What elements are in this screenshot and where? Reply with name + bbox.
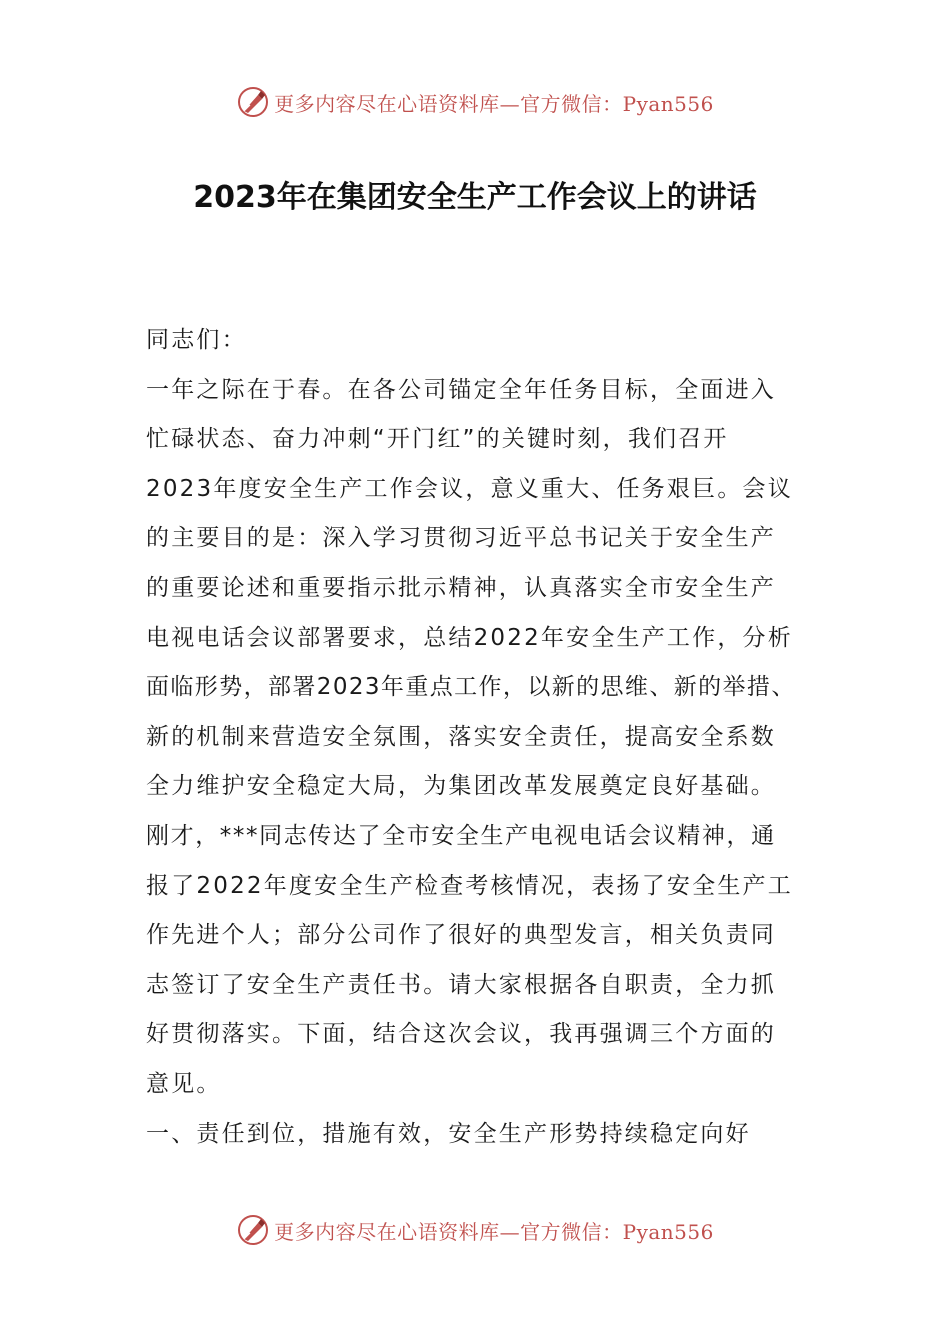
text-line: 全力维护安全稳定大局，为集团改革发展奠定良好基础。	[146, 773, 776, 800]
text-line: 新的机制来营造安全氛围，落实安全责任，提高安全系数	[146, 723, 776, 750]
header-watermark	[0, 82, 950, 122]
text-line: 的主要目的是：深入学习贯彻习近平总书记关于安全生产	[146, 525, 776, 552]
text-line: 的重要论述和重要指示批示精神，认真落实全市安全生产	[146, 574, 776, 601]
document-title: 2023年在集团安全生产工作会议上的讲话	[193, 180, 757, 215]
text-line: 好贯彻落实。下面，结合这次会议，我再强调三个方面的	[146, 1021, 776, 1048]
text-line: 报了2022年度安全生产检查考核情况，表扬了安全生产工	[146, 872, 793, 899]
footer-watermark	[0, 1210, 950, 1250]
text-line: 2023年度安全生产工作会议，意义重大、任务艰巨。会议	[146, 475, 793, 502]
text-line: 刚才，***同志传达了全市安全生产电视电话会议精神，通	[146, 822, 776, 849]
text-line: 面临形势，部署2023年重点工作，以新的思维、新的举措、	[146, 674, 796, 701]
watermark-text: 更多内容尽在心语资料库—官方微信：Pyan556	[274, 91, 714, 116]
text-line: 作先进个人；部分公司作了很好的典型发言，相关负责同	[146, 922, 776, 949]
salutation: 同志们：	[146, 327, 247, 353]
text-line: 忙碌状态、奋力冲刺“开门红”的关键时刻，我们召开	[146, 426, 729, 453]
text-line: 电视电话会议部署要求，总结2022年安全生产工作，分析	[146, 624, 793, 651]
text-line: 志签订了安全生产责任书。请大家根据各自职责，全力抓	[146, 971, 776, 998]
text-line: 一年之际在于春。在各公司锚定全年任务目标，全面进入	[146, 376, 776, 403]
watermark-text: 更多内容尽在心语资料库—官方微信：Pyan556	[274, 1219, 714, 1244]
text-line: 意见。	[146, 1070, 222, 1097]
pen-nib-logo-icon	[236, 1213, 270, 1247]
section-heading-1: 一、责任到位，措施有效，安全生产形势持续稳定向好	[146, 1120, 751, 1147]
pen-nib-logo-icon	[236, 85, 270, 119]
speech-body	[146, 316, 811, 1159]
